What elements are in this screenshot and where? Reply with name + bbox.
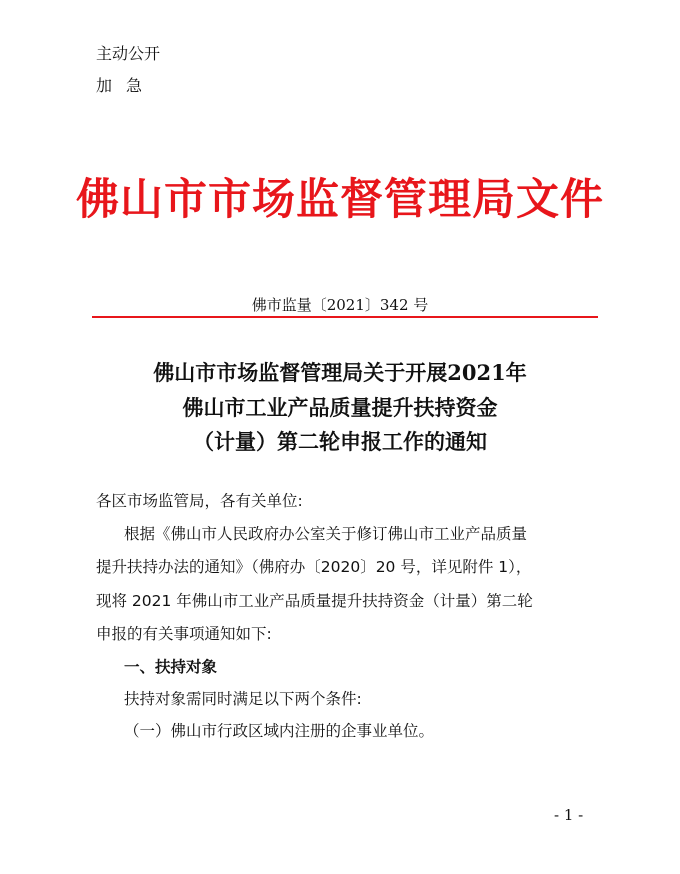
title-line-1: 佛山市市场监督管理局关于开展2021年 [153,360,527,385]
paragraph-line: 提升扶持办法的通知》（佛府办〔2020〕20 号，详见附件 1）， [96,558,532,576]
addressee: 各区市场监管局，各有关单位: [96,492,303,510]
paragraph-line: 根据《佛山市人民政府办公室关于修订佛山市工业产品质量 [124,525,528,543]
paragraph-line: 申报的有关事项通知如下: [96,625,272,643]
page-number: - 1 - [554,806,584,824]
document-masthead: 佛山市市场监督管理局文件 [76,175,604,225]
title-line-3: （计量）第二轮申报工作的通知 [193,429,487,454]
priority-label: 加急 [96,76,157,95]
red-divider-line [92,316,598,318]
section-intro: 扶持对象需同时满足以下两个条件: [124,690,362,708]
disclosure-label: 主动公开 [96,44,161,63]
title-line-2: 佛山市工业产品质量提升扶持资金 [182,395,498,420]
document-number: 佛市监量〔2021〕342 号 [251,296,429,314]
section-heading: 一、扶持对象 [124,658,218,676]
list-item: （一）佛山市行政区域内注册的企事业单位。 [124,722,435,740]
paragraph-line: 现将 2021 年佛山市工业产品质量提升扶持资金（计量）第二轮 [96,592,533,610]
